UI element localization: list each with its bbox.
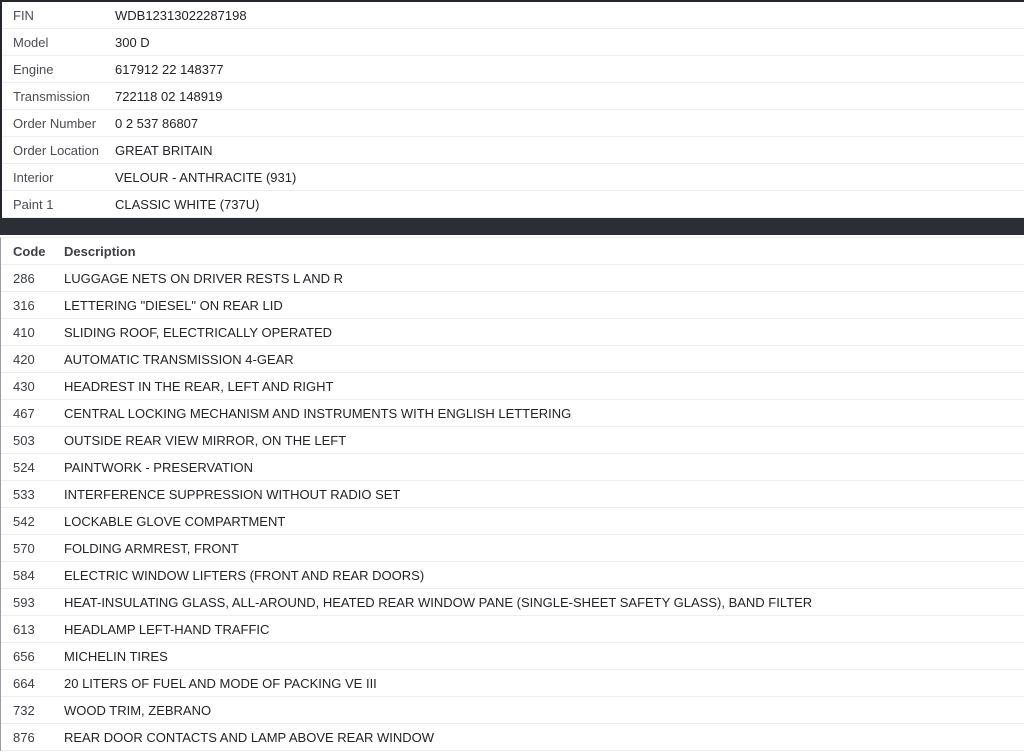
vehicle-info-row [2,191,1024,218]
option-row [1,589,1024,616]
info-label: Order Location [13,142,99,158]
option-code: 664 [13,675,35,691]
option-row [1,724,1024,751]
option-code: 593 [13,594,35,610]
option-description: FOLDING ARMREST, FRONT [64,540,239,556]
option-code: 420 [13,351,35,367]
vehicle-info-row [2,29,1024,56]
info-value: WDB12313022287198 [115,7,247,23]
vehicle-info-table [0,2,1024,218]
option-code: 570 [13,540,35,556]
vehicle-info-row [2,110,1024,137]
info-label: Engine [13,61,54,77]
info-label: Transmission [13,88,90,104]
option-code: 286 [13,270,35,286]
option-row [1,265,1024,292]
options-table [0,237,1024,751]
vehicle-info-row [2,164,1024,191]
option-description: HEADLAMP LEFT-HAND TRAFFIC [64,621,270,637]
info-label: Order Number [13,115,97,131]
option-code: 533 [13,486,35,502]
option-row [1,616,1024,643]
option-row [1,373,1024,400]
vehicle-info-row [2,137,1024,164]
option-row [1,508,1024,535]
section-divider-bar [0,218,1024,235]
option-row [1,697,1024,724]
info-value: 617912 22 148377 [115,61,224,77]
vehicle-info-row [2,56,1024,83]
option-row [1,562,1024,589]
option-row [1,427,1024,454]
option-description: AUTOMATIC TRANSMISSION 4-GEAR [64,351,294,367]
info-label: FIN [13,7,34,23]
option-row [1,292,1024,319]
option-code: 503 [13,432,35,448]
option-description: LOCKABLE GLOVE COMPARTMENT [64,513,286,529]
option-description: CENTRAL LOCKING MECHANISM AND INSTRUMENTS WITH ENGLISH LETTERING [64,405,572,421]
option-description: LETTERING "DIESEL" ON REAR LID [64,297,283,313]
info-label: Model [13,34,49,50]
option-description: MICHELIN TIRES [64,648,168,664]
option-row [1,346,1024,373]
option-code: 613 [13,621,35,637]
option-description: ELECTRIC WINDOW LIFTERS (FRONT AND REAR DOORS) [64,567,425,583]
info-value: 300 D [115,34,150,50]
option-description: WOOD TRIM, ZEBRANO [64,702,212,718]
info-value: CLASSIC WHITE (737U) [115,196,260,212]
option-description: PAINTWORK - PRESERVATION [64,459,254,475]
option-code: 656 [13,648,35,664]
option-description: LUGGAGE NETS ON DRIVER RESTS L AND R [64,270,344,286]
option-description: 20 LITERS OF FUEL AND MODE OF PACKING VE III [64,675,377,691]
option-description: HEADREST IN THE REAR, LEFT AND RIGHT [64,378,334,394]
option-code: 876 [13,729,35,745]
option-code: 410 [13,324,35,340]
vehicle-info-row [2,2,1024,29]
options-table-body [1,265,1024,751]
code-column-header: Code [13,243,46,259]
option-row [1,400,1024,427]
option-description: OUTSIDE REAR VIEW MIRROR, ON THE LEFT [64,432,347,448]
option-code: 430 [13,378,35,394]
info-value: VELOUR - ANTHRACITE (931) [115,169,297,185]
info-label: Paint 1 [13,196,54,212]
option-code: 467 [13,405,35,421]
option-description: SLIDING ROOF, ELECTRICALLY OPERATED [64,324,333,340]
info-label: Interior [13,169,54,185]
option-row [1,481,1024,508]
vehicle-info-row [2,83,1024,110]
option-code: 584 [13,567,35,583]
option-code: 524 [13,459,35,475]
info-value: GREAT BRITAIN [115,142,213,158]
option-description: REAR DOOR CONTACTS AND LAMP ABOVE REAR WINDOW [64,729,435,745]
option-code: 316 [13,297,35,313]
info-value: 0 2 537 86807 [115,115,199,131]
info-value: 722118 02 148919 [115,88,223,104]
option-code: 542 [13,513,35,529]
option-row [1,643,1024,670]
options-table-header-row [1,238,1024,265]
option-code: 732 [13,702,35,718]
option-row [1,319,1024,346]
option-description: HEAT-INSULATING GLASS, ALL-AROUND, HEATED REAR WINDOW PANE (SINGLE-SHEET SAFETY GLASS), BAND FILTER [64,594,813,610]
option-description: INTERFERENCE SUPPRESSION WITHOUT RADIO SET [64,486,401,502]
option-row [1,670,1024,697]
description-column-header: Description [64,243,136,259]
option-row [1,454,1024,481]
option-row [1,535,1024,562]
